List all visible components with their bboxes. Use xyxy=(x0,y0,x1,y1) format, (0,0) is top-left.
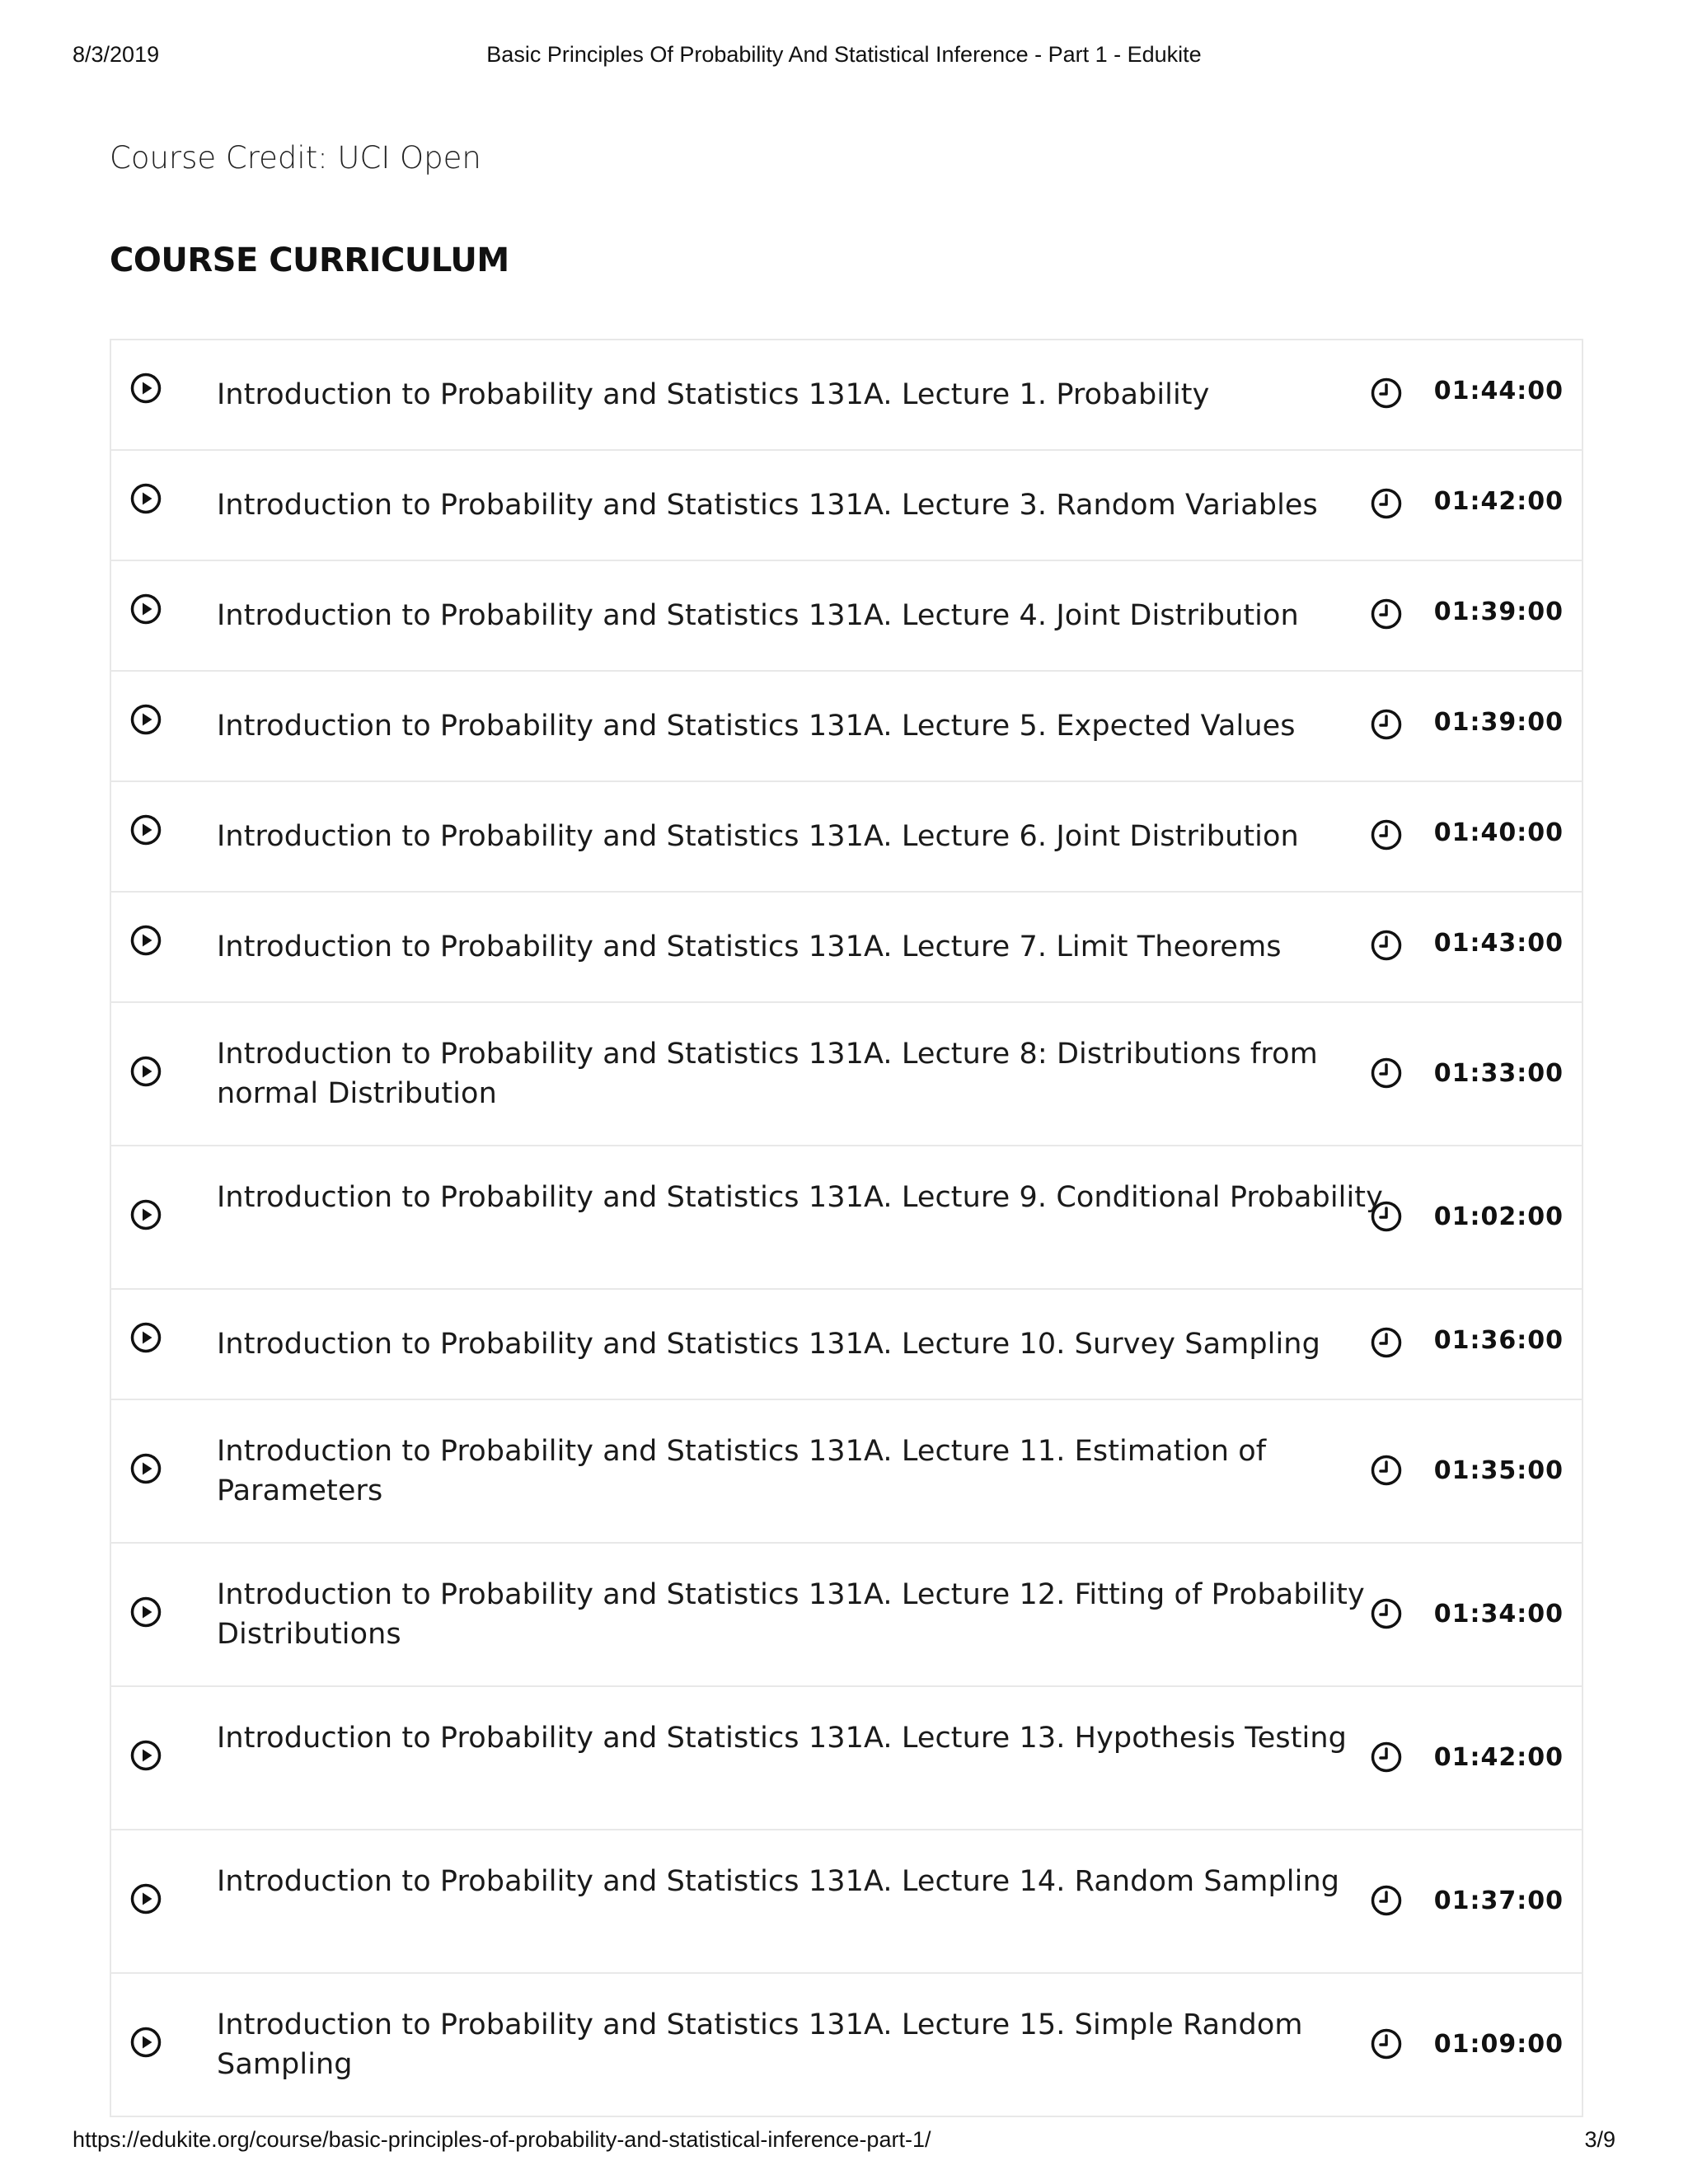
clock-icon xyxy=(1370,1200,1403,1233)
lesson-row[interactable] xyxy=(111,1544,1582,1687)
play-circle-icon[interactable] xyxy=(129,1198,162,1231)
clock-icon xyxy=(1370,1884,1403,1917)
lesson-row[interactable] xyxy=(111,893,1582,1003)
lesson-duration: 01:40:00 xyxy=(1433,818,1564,847)
lesson-duration: 01:44:00 xyxy=(1433,377,1564,405)
clock-icon xyxy=(1370,2027,1403,2060)
clock-icon xyxy=(1370,708,1403,741)
clock-icon xyxy=(1370,929,1403,962)
lesson-row[interactable] xyxy=(111,672,1582,782)
lesson-duration: 01:36:00 xyxy=(1433,1326,1564,1355)
lesson-duration: 01:33:00 xyxy=(1433,1059,1564,1088)
clock-icon xyxy=(1370,487,1403,520)
lesson-title[interactable]: Introduction to Probability and Statistics 131A. Lecture 1. Probability xyxy=(217,378,1210,411)
lesson-title[interactable]: Introduction to Probability and Statistics 131A. Lecture 14. Random Sampling xyxy=(217,1865,1340,1898)
play-circle-icon[interactable] xyxy=(129,482,162,515)
play-circle-icon[interactable] xyxy=(129,2026,162,2059)
print-url[interactable]: https://edukite.org/course/basic-principles-of-probability-and-statistical-inference-part-1/ xyxy=(73,2127,931,2152)
print-date: 8/3/2019 xyxy=(73,42,160,67)
lesson-title[interactable]: Introduction to Probability and Statistics 131A. Lecture 9. Conditional Probability xyxy=(217,1181,1383,1214)
lesson-duration: 01:37:00 xyxy=(1433,1886,1564,1915)
lesson-row[interactable] xyxy=(111,1974,1582,2117)
play-circle-icon[interactable] xyxy=(129,1452,162,1485)
play-circle-icon[interactable] xyxy=(129,1882,162,1915)
lesson-title[interactable]: Introduction to Probability and Statistics 131A. Lecture 5. Expected Values xyxy=(217,710,1296,743)
play-circle-icon[interactable] xyxy=(129,372,162,405)
lesson-title[interactable]: Introduction to Probability and Statistics 131A. Lecture 10. Survey Sampling xyxy=(217,1328,1320,1361)
course-curriculum-heading: COURSE CURRICULUM xyxy=(110,241,509,279)
lesson-duration: 01:39:00 xyxy=(1433,708,1564,737)
print-page-number: 3/9 xyxy=(1584,2127,1615,2152)
lesson-title[interactable]: Introduction to Probability and Statistics 131A. Lecture 13. Hypothesis Testing xyxy=(217,1722,1347,1755)
play-circle-icon[interactable] xyxy=(129,1739,162,1772)
lesson-title[interactable]: Introduction to Probability and Statistics 131A. Lecture 3. Random Variables xyxy=(217,489,1318,522)
lesson-duration: 01:39:00 xyxy=(1433,598,1564,626)
lesson-row[interactable] xyxy=(111,1290,1582,1400)
play-circle-icon[interactable] xyxy=(129,924,162,957)
lesson-row[interactable] xyxy=(111,340,1582,451)
lesson-row[interactable] xyxy=(111,1003,1582,1146)
play-circle-icon[interactable] xyxy=(129,1055,162,1088)
clock-icon xyxy=(1370,1454,1403,1487)
lesson-duration: 01:35:00 xyxy=(1433,1456,1564,1485)
lesson-duration: 01:42:00 xyxy=(1433,1743,1564,1772)
clock-icon xyxy=(1370,1741,1403,1774)
lesson-row[interactable] xyxy=(111,1687,1582,1830)
lesson-duration: 01:43:00 xyxy=(1433,929,1564,958)
lesson-title[interactable]: Introduction to Probability and Statistics 131A. Lecture 15. Simple Random Sampling xyxy=(217,2008,1303,2081)
lesson-title[interactable]: Introduction to Probability and Statistics 131A. Lecture 4. Joint Distribution xyxy=(217,599,1299,632)
lesson-row[interactable] xyxy=(111,1146,1582,1290)
clock-icon xyxy=(1370,598,1403,630)
lesson-duration: 01:02:00 xyxy=(1433,1202,1564,1231)
play-circle-icon[interactable] xyxy=(129,593,162,626)
lesson-duration: 01:09:00 xyxy=(1433,2030,1564,2059)
print-page-title: Basic Principles Of Probability And Statistical Inference - Part 1 - Edukite xyxy=(486,42,1202,67)
curriculum-list xyxy=(110,339,1583,2117)
clock-icon xyxy=(1370,1057,1403,1090)
print-header xyxy=(73,41,1615,68)
play-circle-icon[interactable] xyxy=(129,1321,162,1354)
play-circle-icon[interactable] xyxy=(129,703,162,736)
lesson-row[interactable] xyxy=(111,782,1582,893)
lesson-duration: 01:42:00 xyxy=(1433,487,1564,516)
lesson-title[interactable]: Introduction to Probability and Statistics 131A. Lecture 6. Joint Distribution xyxy=(217,820,1299,853)
clock-icon xyxy=(1370,1597,1403,1630)
lesson-row[interactable] xyxy=(111,1830,1582,1974)
clock-icon xyxy=(1370,818,1403,851)
clock-icon xyxy=(1370,1326,1403,1359)
lesson-row[interactable] xyxy=(111,451,1582,561)
lesson-row[interactable] xyxy=(111,1400,1582,1544)
course-credit: Course Credit: UCI Open xyxy=(110,140,481,176)
clock-icon xyxy=(1370,377,1403,410)
lesson-title[interactable]: Introduction to Probability and Statistics 131A. Lecture 7. Limit Theorems xyxy=(217,930,1282,963)
print-footer xyxy=(73,2126,1615,2153)
lesson-row[interactable] xyxy=(111,561,1582,672)
lesson-duration: 01:34:00 xyxy=(1433,1600,1564,1629)
lesson-title[interactable]: Introduction to Probability and Statistics 131A. Lecture 11. Estimation of Parameters xyxy=(217,1435,1267,1507)
play-circle-icon[interactable] xyxy=(129,813,162,846)
lesson-title[interactable]: Introduction to Probability and Statistics 131A. Lecture 8: Distributions from normal Distribution xyxy=(217,1038,1318,1110)
lesson-title[interactable]: Introduction to Probability and Statistics 131A. Lecture 12. Fitting of Probability Distributions xyxy=(217,1578,1365,1651)
play-circle-icon[interactable] xyxy=(129,1596,162,1629)
